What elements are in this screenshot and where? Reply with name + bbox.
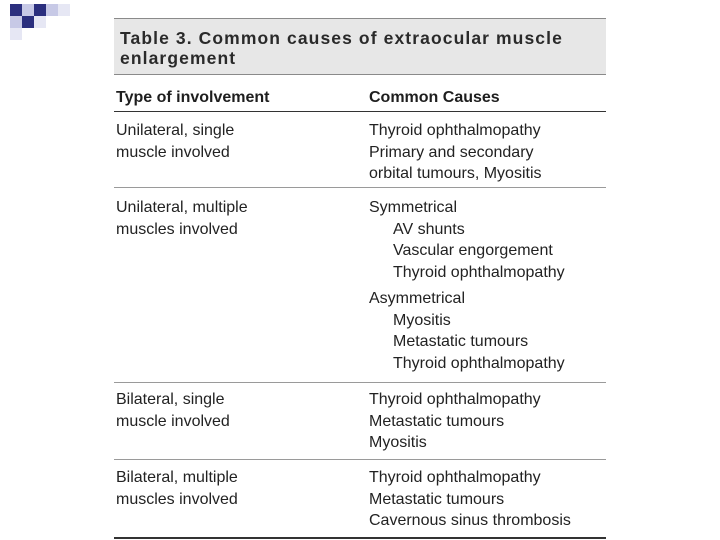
decorative-square [34,4,46,16]
column-header-causes: Common Causes [369,89,500,106]
type-text: Unilateral, multiple [116,199,248,216]
table-header-row [114,75,606,112]
decorative-square [10,16,22,28]
cause-text: Myositis [393,311,451,329]
type-text: muscles involved [116,220,238,238]
table-row [114,383,606,460]
type-text: Bilateral, multiple [116,469,238,486]
decorative-square [46,4,58,16]
causes-cell [369,389,606,459]
cause-text: Thyroid ophthalmopathy [369,469,541,486]
cause-text: Cavernous sinus thrombosis [369,512,571,529]
cause-text: orbital tumours, Myositis [369,165,542,182]
causes-cell [369,120,606,187]
decorative-square [22,16,34,28]
type-text: muscle involved [116,412,230,430]
slide-decoration [0,0,110,50]
cause-text: Primary and secondary [369,143,534,161]
decorative-square [10,4,22,16]
type-text: muscles involved [116,490,238,508]
column-header-type: Type of involvement [116,89,270,106]
table-row [114,112,606,188]
decorative-square [22,4,34,16]
cause-text: Thyroid ophthalmopathy [393,354,565,372]
decorative-square [10,28,22,40]
type-text: Unilateral, single [116,122,235,139]
type-cell [116,120,369,187]
type-text: Bilateral, single [116,391,225,408]
table-row [114,460,606,539]
type-text: muscle involved [116,143,230,161]
group-label-symmetrical: Symmetrical [369,199,458,216]
decorative-square [58,4,70,16]
cause-text: Vascular engorgement [393,242,553,259]
cause-text: Myositis [369,434,427,451]
cause-text: Metastatic tumours [369,490,505,508]
type-cell [116,197,369,382]
decorative-square [34,16,46,28]
table-row [114,188,606,383]
type-cell [116,467,369,537]
table-title-line1: Table 3. Common causes of extraocular muscle [120,28,563,48]
group-label-asymmetrical: Asymmetrical [369,290,466,307]
cause-text: Thyroid ophthalmopathy [393,263,565,281]
causes-cell [369,467,606,537]
table-title [120,28,600,68]
table-title-line2: enlargement [120,48,237,68]
table-title-box [114,18,606,75]
cause-text: Metastatic tumours [369,412,505,430]
cause-text: Thyroid ophthalmopathy [369,122,541,139]
cause-text: Thyroid ophthalmopathy [369,391,541,408]
causes-table [114,18,606,539]
cause-text: Metastatic tumours [393,333,529,350]
cause-text: AV shunts [393,220,465,238]
type-cell [116,389,369,459]
causes-cell [369,197,606,382]
